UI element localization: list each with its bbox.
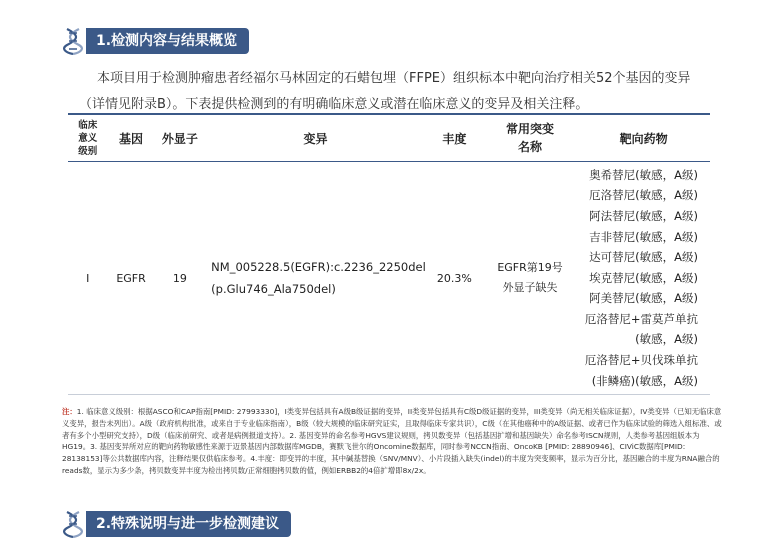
header-variant: 变异	[303, 131, 328, 146]
section-1-title: 1.检测内容与结果概览	[86, 28, 249, 54]
header-common-name: 常用突变名称	[506, 122, 555, 154]
cell-drugs	[577, 162, 710, 395]
header-abundance: 丰度	[442, 131, 467, 146]
intro-paragraph	[79, 66, 705, 118]
drug-item: 奥希替尼(敏感，A级)	[589, 167, 698, 182]
variant-line-1: NM_005228.5(EGFR):c.2236_2250del	[211, 260, 426, 274]
section-2-header	[62, 510, 291, 538]
drug-item: 吉非替尼(敏感，A级)	[589, 229, 698, 244]
cell-variant	[205, 162, 426, 395]
drug-item: (敏感，A级)	[635, 332, 698, 347]
drug-item: 达可替尼(敏感，A级)	[589, 250, 698, 265]
drug-item: 厄洛替尼(敏感，A级)	[589, 188, 698, 203]
cell-level: I	[86, 271, 90, 285]
drug-item: 埃克替尼(敏感，A级)	[589, 270, 698, 285]
header-level: 临床意义级别	[78, 119, 98, 157]
cell-gene: EGFR	[116, 271, 146, 285]
intro-line-1: 本项目用于检测肿瘤患者经福尔马林固定的石蜡包埋（FFPE）组织标本中靶向治疗相关52个基因的变异	[97, 71, 691, 86]
notes-label: 注：	[62, 407, 77, 416]
table-row	[68, 162, 710, 395]
intro-line-2: （详情见附录B）。下表提供检测到的有明确临床意义或潜在临床意义的变异及相关注释。	[79, 97, 589, 112]
header-exon: 外显子	[161, 131, 198, 146]
dna-helix-icon	[62, 510, 84, 538]
drug-item: 阿法替尼(敏感，A级)	[589, 208, 698, 223]
section-2-title: 2.特殊说明与进一步检测建议	[86, 511, 291, 537]
drug-item: 阿美替尼(敏感，A级)	[589, 291, 698, 306]
cell-common-name	[483, 162, 577, 395]
variant-line-2: (p.Glu746_Ala750del)	[211, 282, 336, 296]
common-line-2: 外显子缺失	[502, 281, 558, 294]
drug-item: 厄洛替尼+贝伐珠单抗	[584, 353, 698, 368]
cell-abundance: 20.3%	[436, 271, 472, 285]
common-line-1: EGFR第19号	[497, 261, 563, 274]
drug-list	[577, 165, 710, 392]
drug-item: (非鳞癌)(敏感，A级)	[591, 373, 698, 388]
table-header-row	[68, 114, 710, 162]
header-drugs: 靶向药物	[619, 131, 668, 146]
footnotes	[62, 406, 722, 477]
cell-exon: 19	[172, 271, 187, 285]
header-gene: 基因	[119, 131, 144, 146]
section-1-header	[62, 27, 249, 55]
drug-item: 厄洛替尼+雷莫芦单抗	[584, 311, 698, 326]
results-table	[68, 113, 710, 395]
notes-text: 1. 临床意义级别：根据ASCO和CAP指南[PMID: 27993330]，I类变异包括具有A级B级证据的变异，II类变异包括具有C级D级证据的变异，III类变异（尚无相关临床证据），IV类变异（已知无临床意义变异，报告未列出）。A级（政府机构批准，或来自于专业临床指南），B级（较大规模的临床研究证实，且取得临床专家共识），C级（在其他癌种中的A级证据、或者已作为临床试验的筛选入组标准、或者有多个小型研究支持），D级（临床前研究、或者是病例报道支持）。2. 基因变异的命名参考HGVS建议规则，拷贝数变异（包括基因扩增和基因缺失）命名参考ISCN规则，人类参考基因组版本为HG19。3. 基因变异所对应的靶向药物敏感性来源于迈景基因内部数据库MGDB，赛默飞世尔的Oncomine数据库，同时参考NCCN指南、OncoKB [PMID: 28890946]、CIViC数据库[PMID: 28138153]等公共数据库内容，注释结果仅供临床参考。4.丰度：即变异的丰度，其中碱基替换（SNV/MNV）、小片段插入缺失(indel)的丰度为突变频率，显示为百分比，基因融合的丰度为RNA融合的reads数，显示为多少条，拷贝数变异丰度为检出拷贝数/正常细胞拷贝数的值，例如ERBB2的4倍扩增即8x/2x。	[62, 407, 722, 475]
dna-helix-icon	[62, 27, 84, 55]
